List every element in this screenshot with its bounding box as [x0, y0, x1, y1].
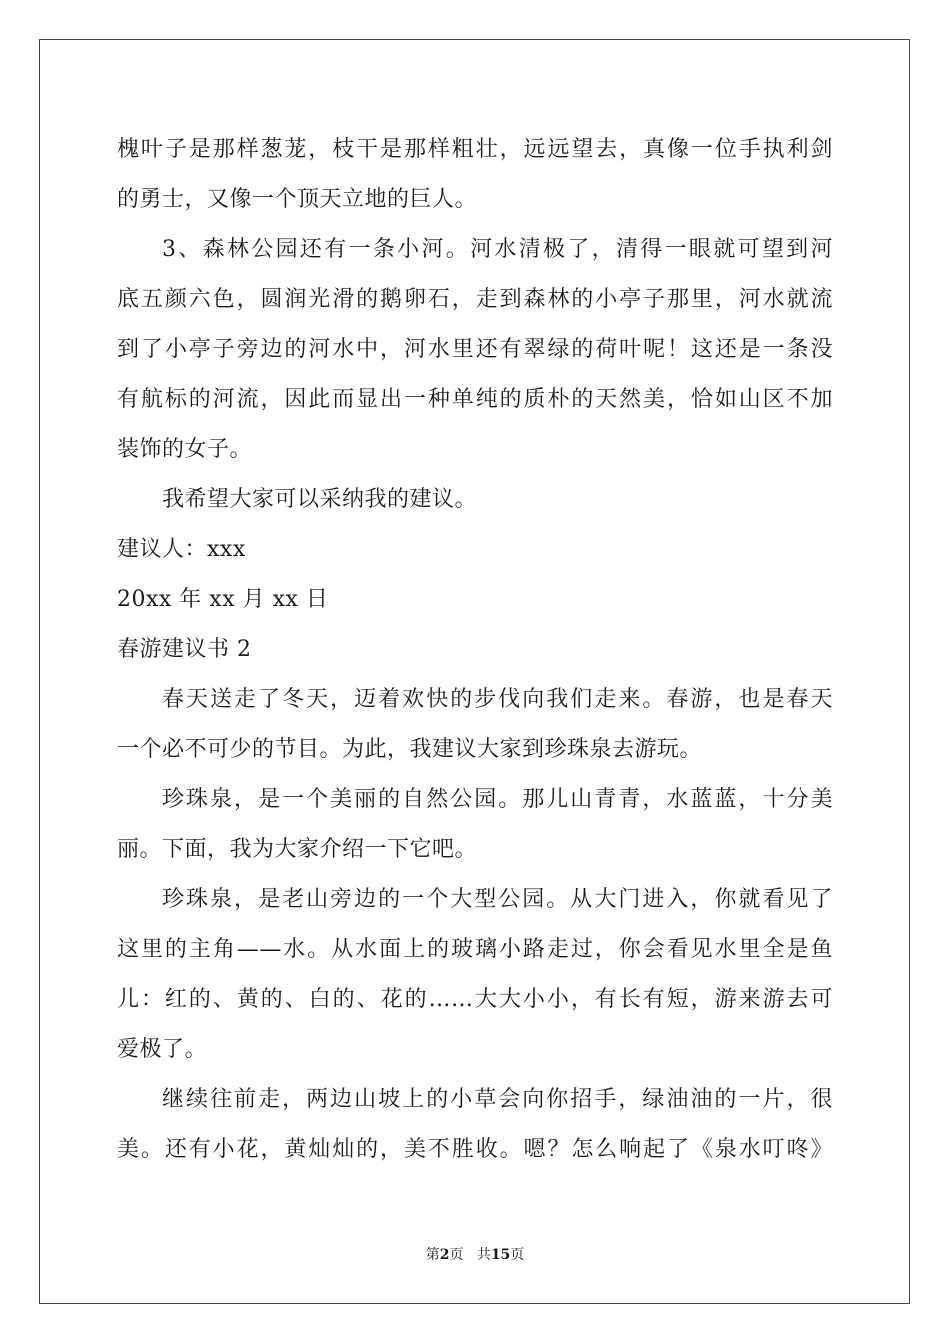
text-line: 美。还有小花，黄灿灿的，美不胜收。嗯？怎么响起了《泉水叮咚》: [117, 1137, 833, 1162]
page-footer: [0, 1246, 950, 1264]
text-line: 的勇士，又像一个顶天立地的巨人。: [117, 187, 478, 212]
text-line: 底五颜六色，圆润光滑的鹅卵石，走到森林的小亭子那里，河水就流: [117, 287, 833, 312]
text-line: 珍珠泉，是一个美丽的自然公园。那儿山青青，水蓝蓝，十分美: [162, 787, 833, 812]
text-line: 一个必不可少的节目。为此，我建议大家到珍珠泉去游玩。: [117, 737, 703, 762]
proposer-line: 建议人：xxx: [117, 537, 246, 562]
text-line: 春天送走了冬天，迈着欢快的步伐向我们走来。春游，也是春天: [162, 687, 833, 712]
text-line: 爱极了。: [117, 1037, 208, 1062]
text-line: 装饰的女子。: [117, 437, 253, 462]
text-line: 3、森林公园还有一条小河。河水清极了，清得一眼就可望到河: [162, 237, 833, 262]
page-prefix: 第: [425, 1247, 440, 1263]
text-line: 珍珠泉，是老山旁边的一个大型公园。从大门进入，你就看见了: [162, 887, 833, 912]
text-line: 这里的主角——水。从水面上的玻璃小路走过，你会看见水里全是鱼: [117, 937, 833, 962]
text-line: 丽。下面，我为大家介绍一下它吧。: [117, 837, 478, 862]
total-prefix: 共: [476, 1247, 491, 1263]
text-line: 到了小亭子旁边的河水中，河水里还有翠绿的荷叶呢！这还是一条没: [117, 337, 833, 362]
text-line: 有航标的河流，因此而显出一种单纯的质朴的天然美，恰如山区不加: [117, 387, 833, 412]
text-line: 继续往前走，两边山坡上的小草会向你招手，绿油油的一片，很: [162, 1087, 833, 1112]
section-title: 春游建议书 2: [117, 637, 252, 662]
page-unit: 页: [449, 1247, 464, 1263]
text-line: 槐叶子是那样葱茏，枝干是那样粗壮，远远望去，真像一位手执利剑: [117, 137, 833, 162]
total-page-number: 15: [490, 1247, 511, 1263]
current-page-number: 2: [439, 1247, 450, 1263]
text-line: 我希望大家可以采纳我的建议。: [162, 487, 478, 512]
date-line: 20xx 年 xx 月 xx 日: [117, 587, 329, 612]
total-unit: 页: [510, 1247, 525, 1263]
text-line: 儿：红的、黄的、白的、花的……大大小小，有长有短，游来游去可: [117, 987, 833, 1012]
